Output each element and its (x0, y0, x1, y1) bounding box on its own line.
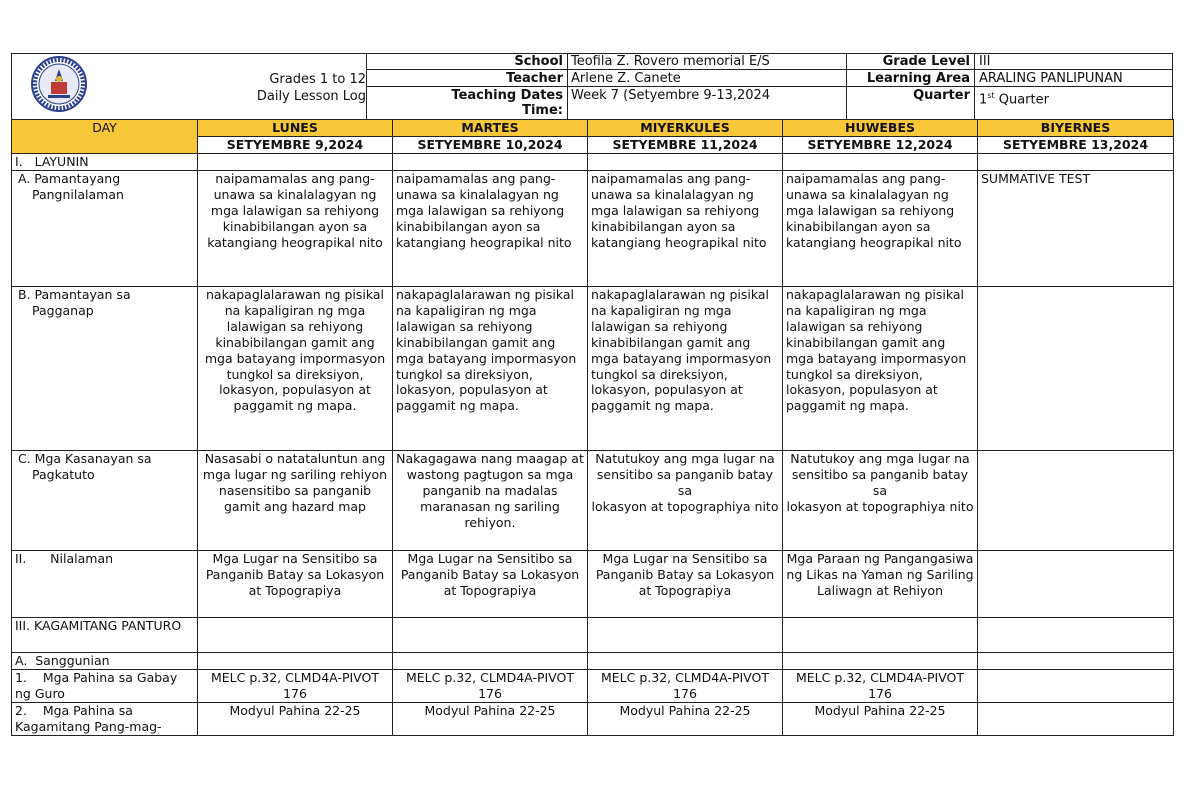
row-label: III. KAGAMITANG PANTURO (12, 618, 198, 653)
day-date: SETYEMBRE 11,2024 (588, 137, 783, 154)
cell: naipamamalas ang pang-unawa sa kinalalagyan ng mga lalawigan sa rehiyong kinabibilangan ayon sa katangiang heograpikal nito (198, 171, 393, 287)
teaching-dates-label (368, 88, 563, 118)
cell: Nakagagawa nang maagap at wastong pagtugon sa mga panganib na madalas maranasan ng sariling rehiyon. (393, 451, 588, 551)
row-label: II. Nilalaman (12, 551, 198, 618)
row-label: 1. Mga Pahina sa Gabay ng Guro (12, 669, 198, 702)
day-name: BIYERNES (978, 120, 1174, 137)
time-label: Time: (522, 103, 563, 118)
cell (978, 154, 1174, 171)
cell (393, 154, 588, 171)
kagamitang-pang-mag-aaral-row (12, 702, 1174, 735)
cell (783, 154, 978, 171)
learning-area-value: ARALING PANLIPUNAN (979, 71, 1123, 86)
cell (978, 702, 1174, 735)
cell (783, 618, 978, 653)
kagamitang-panturo-row (12, 618, 1174, 653)
cell: MELC p.32, CLMD4A-PIVOT 176 (783, 669, 978, 702)
teacher-label: Teacher (506, 71, 563, 86)
cell (978, 551, 1174, 618)
day-date: SETYEMBRE 9,2024 (198, 137, 393, 154)
cell: Modyul Pahina 22-25 (588, 702, 783, 735)
quarter-label: Quarter (913, 88, 970, 103)
cell: MELC p.32, CLMD4A-PIVOT 176 (393, 669, 588, 702)
cell: Mga Lugar na Sensitibo sa Panganib Batay sa Lokasyon at Topograpiya (588, 551, 783, 618)
grade-level-label: Grade Level (882, 54, 970, 69)
cell (978, 451, 1174, 551)
day-date: SETYEMBRE 10,2024 (393, 137, 588, 154)
teacher-value: Arlene Z. Canete (571, 71, 681, 86)
cell (588, 618, 783, 653)
cell (978, 669, 1174, 702)
learning-area-label: Learning Area (866, 71, 970, 86)
cell: nakapaglalarawan ng pisikal na kapaligiran ng mga lalawigan sa rehiyong kinabibilangan gamit ang mga batayang impormasyon tungkol sa direksiyon, lokasyon, populasyon at paggamit ng mapa. (588, 287, 783, 451)
cell (393, 618, 588, 653)
cell: naipamamalas ang pang-unawa sa kinalalagyan ng mga lalawigan sa rehiyong kinabibilangan ayon sa katangiang heograpikal nito (588, 171, 783, 287)
day-name-row (12, 120, 1174, 137)
cell: Mga Lugar na Sensitibo sa Panganib Batay sa Lokasyon at Topograpiya (393, 551, 588, 618)
cell: Modyul Pahina 22-25 (783, 702, 978, 735)
log-title: Daily Lesson Log (256, 89, 366, 104)
quarter-number: 1 (979, 92, 988, 108)
lesson-log-table (11, 119, 1174, 736)
pamantayang-pangnilalaman-row (12, 171, 1174, 287)
cell (198, 154, 393, 171)
cell: nakapaglalarawan ng pisikal na kapaligiran ng mga lalawigan sa rehiyong kinabibilangan gamit ang mga batayang impormasyon tungkol sa direksiyon, lokasyon, populasyon at paggamit ng mapa. (198, 287, 393, 451)
school-value: Teofila Z. Rovero memorial E/S (571, 54, 770, 69)
sanggunian-row (12, 653, 1174, 670)
row-label: A. Pamantayang Pangnilalaman (12, 171, 198, 287)
pamantayan-sa-pagganap-row (12, 287, 1174, 451)
cell: MELC p.32, CLMD4A-PIVOT 176 (198, 669, 393, 702)
cell (198, 618, 393, 653)
quarter-word: Quarter (994, 92, 1049, 108)
cell (978, 618, 1174, 653)
cell (978, 653, 1174, 670)
day-name: LUNES (198, 120, 393, 137)
cell (978, 287, 1174, 451)
quarter-suffix: st (987, 91, 995, 100)
cell: MELC p.32, CLMD4A-PIVOT 176 (588, 669, 783, 702)
row-label: B. Pamantayan sa Pagganap (12, 287, 198, 451)
cell: Mga Lugar na Sensitibo sa Panganib Batay sa Lokasyon at Topograpiya (198, 551, 393, 618)
grid-line (366, 86, 1173, 87)
cell: Modyul Pahina 22-25 (198, 702, 393, 735)
grades-label: Grades 1 to 12 (269, 72, 366, 87)
layunin-row (12, 154, 1174, 171)
cell: naipamamalas ang pang-unawa sa kinalalagyan ng mga lalawigan sa rehiyong kinabibilangan ayon sa katangiang heograpikal nito (783, 171, 978, 287)
deped-seal-icon (24, 55, 94, 113)
cell: Nasasabi o natataluntun ang mga lugar ng sariling rehiyon nasensitibo sa panganib gamit ang hazard map (198, 451, 393, 551)
log-title-block (216, 71, 366, 105)
row-label: I. LAYUNIN (12, 154, 198, 171)
day-name: MIYERKULES (588, 120, 783, 137)
dates-label: Teaching Dates (451, 88, 563, 103)
nilalaman-row (12, 551, 1174, 618)
cell: nakapaglalarawan ng pisikal na kapaligiran ng mga lalawigan sa rehiyong kinabibilangan gamit ang mga batayang impormasyon tungkol sa direksiyon, lokasyon, populasyon at paggamit ng mapa. (783, 287, 978, 451)
cell: nakapaglalarawan ng pisikal na kapaligiran ng mga lalawigan sa rehiyong kinabibilangan gamit ang mga batayang impormasyon tungkol sa direksiyon, lokasyon, populasyon at paggamit ng mapa. (393, 287, 588, 451)
row-label: 2. Mga Pahina sa Kagamitang Pang-mag- (12, 702, 198, 735)
cell (783, 653, 978, 670)
day-date: SETYEMBRE 12,2024 (783, 137, 978, 154)
gabay-ng-guro-row (12, 669, 1174, 702)
cell: naipamamalas ang pang-unawa sa kinalalagyan ng mga lalawigan sa rehiyong kinabibilangan ayon sa katangiang heograpikal nito (393, 171, 588, 287)
cell: Natutukoy ang mga lugar na sensitibo sa panganib batay sa lokasyon at topographiya nito (783, 451, 978, 551)
grid-line (366, 69, 1173, 70)
cell (588, 154, 783, 171)
cell: SUMMATIVE TEST (978, 171, 1174, 287)
cell: Natutukoy ang mga lugar na sensitibo sa panganib batay sa lokasyon at topographiya nito (588, 451, 783, 551)
cell (588, 653, 783, 670)
cell (393, 653, 588, 670)
cell: Modyul Pahina 22-25 (393, 702, 588, 735)
day-date: SETYEMBRE 13,2024 (978, 137, 1174, 154)
day-name: MARTES (393, 120, 588, 137)
row-label: A. Sanggunian (12, 653, 198, 670)
day-name: HUWEBES (783, 120, 978, 137)
row-label: C. Mga Kasanayan sa Pagkatuto (12, 451, 198, 551)
kasanayan-row (12, 451, 1174, 551)
teaching-dates-value: Week 7 (Setyembre 9-13,2024 (571, 88, 771, 103)
day-label: DAY (12, 120, 198, 154)
cell (198, 653, 393, 670)
dll-header (11, 53, 1173, 119)
school-label: School (514, 54, 563, 69)
cell: Mga Paraan ng Pangangasiwa ng Likas na Yaman ng Sariling Laliwagn at Rehiyon (783, 551, 978, 618)
grade-level-value: III (979, 54, 991, 69)
quarter-value (979, 88, 1049, 107)
